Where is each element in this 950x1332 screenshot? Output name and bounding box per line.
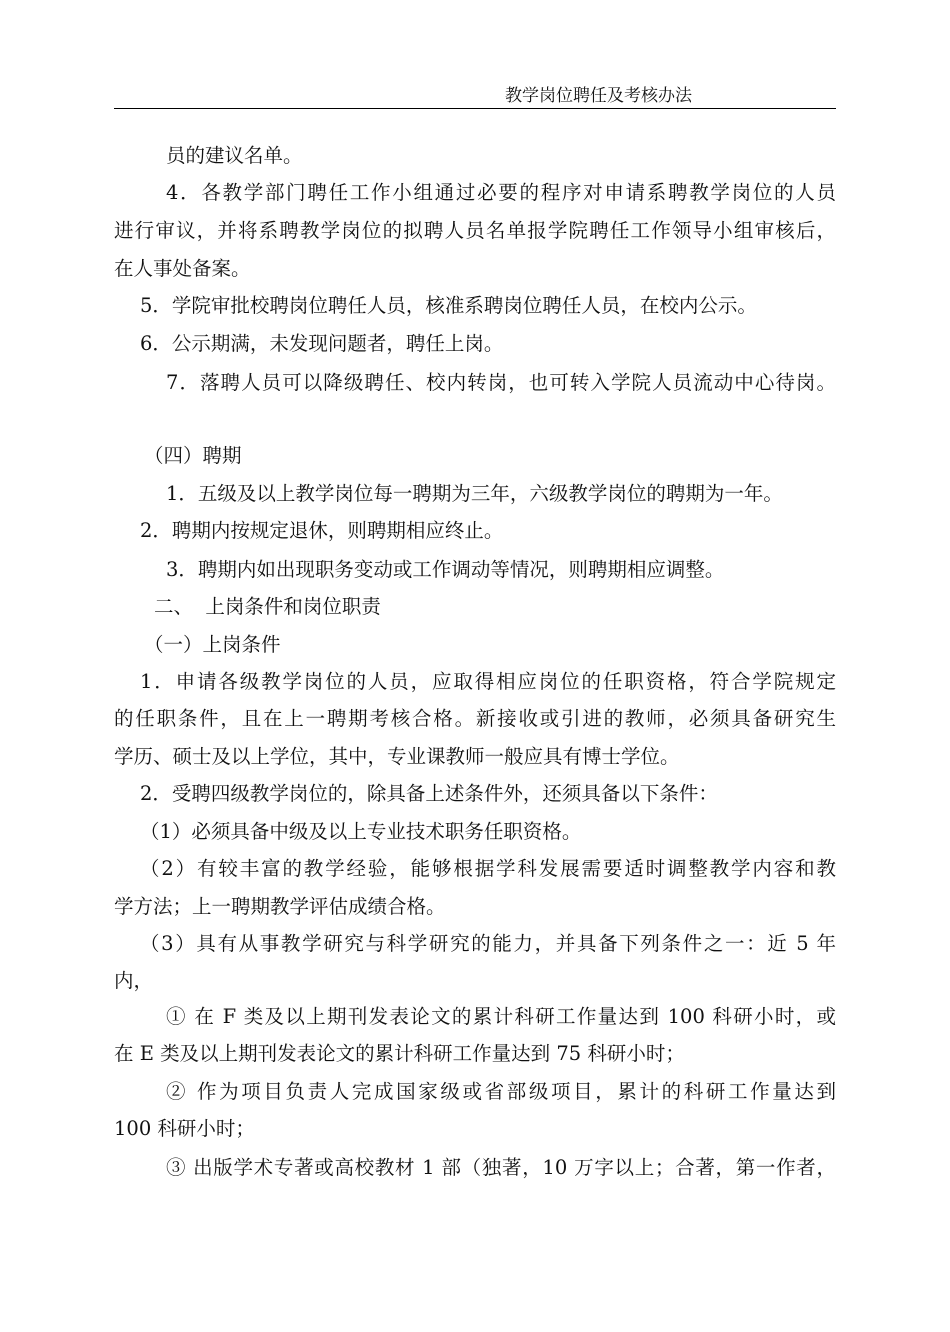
body-line: 3．聘期内如出现职务变动或工作调动等情况，则聘期相应调整。 xyxy=(166,558,725,581)
body-line: 1．申请各级教学岗位的人员，应取得相应岗位的任职资格，符合学院规定 xyxy=(140,670,836,693)
body-line: 学方法；上一聘期教学评估成绩合格。 xyxy=(114,895,446,918)
body-line: ③ 出版学术专著或高校教材 1 部（独著，10 万字以上；合著，第一作者， xyxy=(166,1156,836,1179)
body-line: 2．受聘四级教学岗位的，除具备上述条件外，还须具备以下条件： xyxy=(140,782,718,805)
body-line: （1）必须具备中级及以上专业技术职务任职资格。 xyxy=(140,820,582,843)
body-line: 6．公示期满，未发现问题者，聘任上岗。 xyxy=(140,332,504,355)
body-line: 100 科研小时； xyxy=(114,1117,255,1140)
body-line: 在 E 类及以上期刊发表论文的累计科研工作量达到 75 科研小时； xyxy=(114,1042,685,1065)
section-heading: （一）上岗条件 xyxy=(144,633,281,656)
body-line: 内， xyxy=(114,969,154,992)
body-line: ② 作为项目负责人完成国家级或省部级项目，累计的科研工作量达到 xyxy=(166,1080,836,1103)
chapter-heading: 二、 上岗条件和岗位职责 xyxy=(154,595,381,618)
body-line: 4．各教学部门聘任工作小组通过必要的程序对申请系聘教学岗位的人员 xyxy=(166,181,836,204)
section-heading: （四）聘期 xyxy=(144,444,242,467)
body-line: 7．落聘人员可以降级聘任、校内转岗，也可转入学院人员流动中心待岗。 xyxy=(166,371,836,394)
body-line: （3）具有从事教学研究与科学研究的能力，并具备下列条件之一：近 5 年 xyxy=(140,932,836,955)
body-line: 1．五级及以上教学岗位每一聘期为三年，六级教学岗位的聘期为一年。 xyxy=(166,482,783,505)
body-line: 学历、硕士及以上学位，其中，专业课教师一般应具有博士学位。 xyxy=(114,745,680,768)
body-line: ① 在 F 类及以上期刊发表论文的累计科研工作量达到 100 科研小时，或 xyxy=(166,1005,836,1028)
body-line: 员的建议名单。 xyxy=(166,144,303,167)
body-line: 5．学院审批校聘岗位聘任人员，核准系聘岗位聘任人员，在校内公示。 xyxy=(140,294,757,317)
body-line: （2）有较丰富的教学经验，能够根据学科发展需要适时调整教学内容和教 xyxy=(140,857,836,880)
body-line: 在人事处备案。 xyxy=(114,257,251,280)
body-line: 的任职条件，且在上一聘期考核合格。新接收或引进的教师，必须具备研究生 xyxy=(114,707,836,730)
running-header: 教学岗位聘任及考核办法 xyxy=(505,86,692,106)
body-line: 2．聘期内按规定退休，则聘期相应终止。 xyxy=(140,519,504,542)
body-line: 进行审议，并将系聘教学岗位的拟聘人员名单报学院聘任工作领导小组审核后， xyxy=(114,219,836,242)
header-rule xyxy=(114,108,836,109)
